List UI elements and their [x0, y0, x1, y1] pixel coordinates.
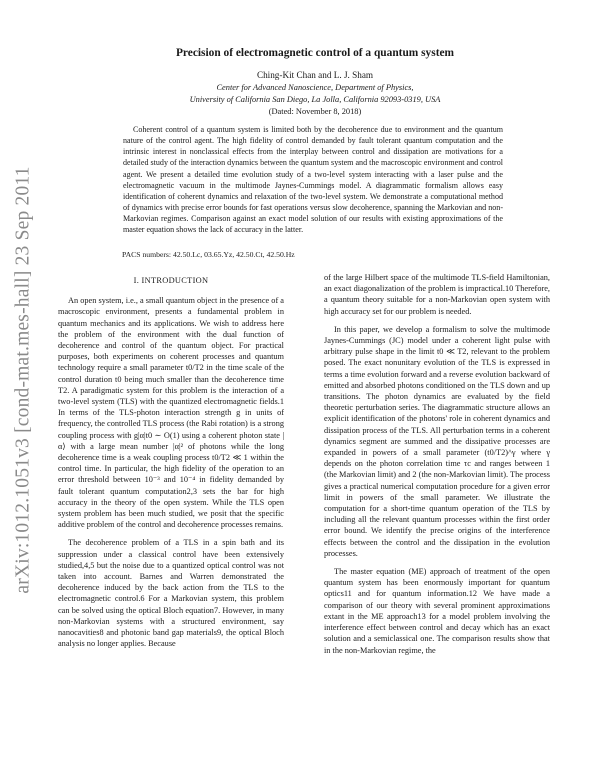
abstract: Coherent control of a quantum system is limited both by the decoherence due to environment and the quantum nature of the control agent. The high fidelity of control demanded by fault tolerant quantum computation and the intrinsic interest in nonclassical effects from the interplay between control and dissipation are motivations for a detailed study of the interaction dynamics between the quantum system and the macroscopic environment and control agent. We present a detailed time evolution study of a two-level system interacting with a laser pulse and the electromagnetic vacuum in the multimode Jaynes-Cummings model. A diagrammatic formalism allows easy identification of coherent dynamics and relaxation of the two-level system. We demonstrate a computational method of dynamics with precise error bounds for fast operations versus slow decoherence, spanning the Markovian and non-Markovian regimes. Comparison against an exact model solution of our results with existing approximations of the master equation shows the lack of accuracy in the latter.: [123, 125, 503, 235]
paragraph: An open system, i.e., a small quantum object in the presence of a macroscopic environment, presents a fundamental problem in quantum mechanics and its applications. We wish to address here the problem of the environment with the dual function of decoherence and control of the quantum object. For practical purposes, both experiments on coherent processes and quantum technology require a small parameter t0/T2 in the time scale of the control duration t0 being much smaller than the decoherence time T2. A paradigmatic system for this problem is the interaction of a two-level system (TLS) with the quantized electromagnetic fields.1 In terms of the TLS-photon interaction strength g in units of frequency, the controlled TLS process (the Rabi rotation) is a strong coupling process with g|α|t0 ∼ O(1) using a coherent photon state |α⟩ with a large mean number |α|² of photons while the long decoherence time is a weak coupling process t0/T2 ≪ 1 within the control time. In particular, the high fidelity of the operation to an error threshold between 10⁻³ and 10⁻⁴ in fidelity demanded by fault tolerant quantum computation2,3 sets the bar for high accuracy in the theory of the open system. While the TLS open system problem has been much studied, we posit that the specific additive problem of the control and decoherence processes remains.: [58, 296, 284, 530]
arxiv-identifier: [2, 150, 46, 610]
affiliation-line-2: University of California San Diego, La Jolla, California 92093-0319, USA: [189, 95, 441, 104]
affiliation-line-1: Center for Advanced Nanoscience, Department of Physics,: [216, 83, 414, 92]
paragraph: In this paper, we develop a formalism to solve the multimode Jaynes-Cummings (JC) model under a coherent light pulse with arbitrary pulse shape in the limit t0 ≪ T2, relevant to the problem posed. The exact nonunitary evolution of the TLS is expressed in terms a time evolution forward and a reverse evolution backward of emitted and absorbed photons conditioned on the TLS down and up transitions. The photon dynamics are evaluated by the field theoretic perturbation series. The diagrammatic structure allows an explicit identification of the photons' role in coherent dynamics and dissipation process of the TLS. All perturbation terms in a coherent dynamics segment are summed and the dissipative processes are expanded in powers of a small parameter (t0/T2)^γ where γ depends on the photon correlation time τc and ranges between 1 (the Markovian limit) and 2 (the non-Markovian limit). The process gives a practical numerical computation procedure for a given error limit in powers of the small parameter. We illustrate the computation for a short-time quantum operation of the TLS by including all the relevant quantum processes within the first order error bound. We identify the precise origins of the interference effects between the control and the dissipation in the evolution processes.: [324, 324, 550, 558]
left-column: [58, 275, 284, 657]
author-list: Ching-Kit Chan and L. J. Sham: [256, 70, 374, 80]
date-line: (Dated: November 8, 2018): [268, 107, 362, 116]
arxiv-identifier-text: arXiv:1012.1051v3 [cond-mat.mes-hall] 23 Sep 2011: [13, 166, 35, 594]
paragraph: of the large Hilbert space of the multimode TLS-field Hamiltonian, an exact diagonalization of the problem is impractical.10 Therefore, a quantum theory suitable for a non-Markovian open system with high accuracy set for our problem is needed.: [324, 273, 550, 316]
right-column: [324, 272, 550, 663]
paragraph: The master equation (ME) approach of treatment of the open quantum system has been enormously important for quantum optics11 and for quantum information.12 We have made a comparison of our theory with several prominent approximations extant in the ME approach13 for a model problem involving the interference effect between control and decay which has an exact solution and a semiclassical one. The comparison results show that in the non-Markovian regime, the: [324, 567, 550, 655]
paper-title: Precision of electromagnetic control of a quantum system: [175, 47, 455, 59]
section-heading: I. INTRODUCTION: [133, 276, 209, 285]
paragraph: The decoherence problem of a TLS in a spin bath and its suppression under a classical control have been extensively studied,4,5 but the noise due to a quantized optical control was not taken into account. Barnes and Warren demonstrated the decoherence induced by the back action from the TLS to the electromagnetic control.6 For a Markovian system, this problem can be solved using the optical Bloch equation7. However, in many non-Markovian systems with a structured environment, say nanocavities8 and photonic band gap materials9, the optical Bloch analysis no longer applies. Because: [58, 538, 284, 649]
pacs-numbers: PACS numbers: 42.50.Lc, 03.65.Yz, 42.50.Ct, 42.50.Hz: [122, 250, 295, 259]
